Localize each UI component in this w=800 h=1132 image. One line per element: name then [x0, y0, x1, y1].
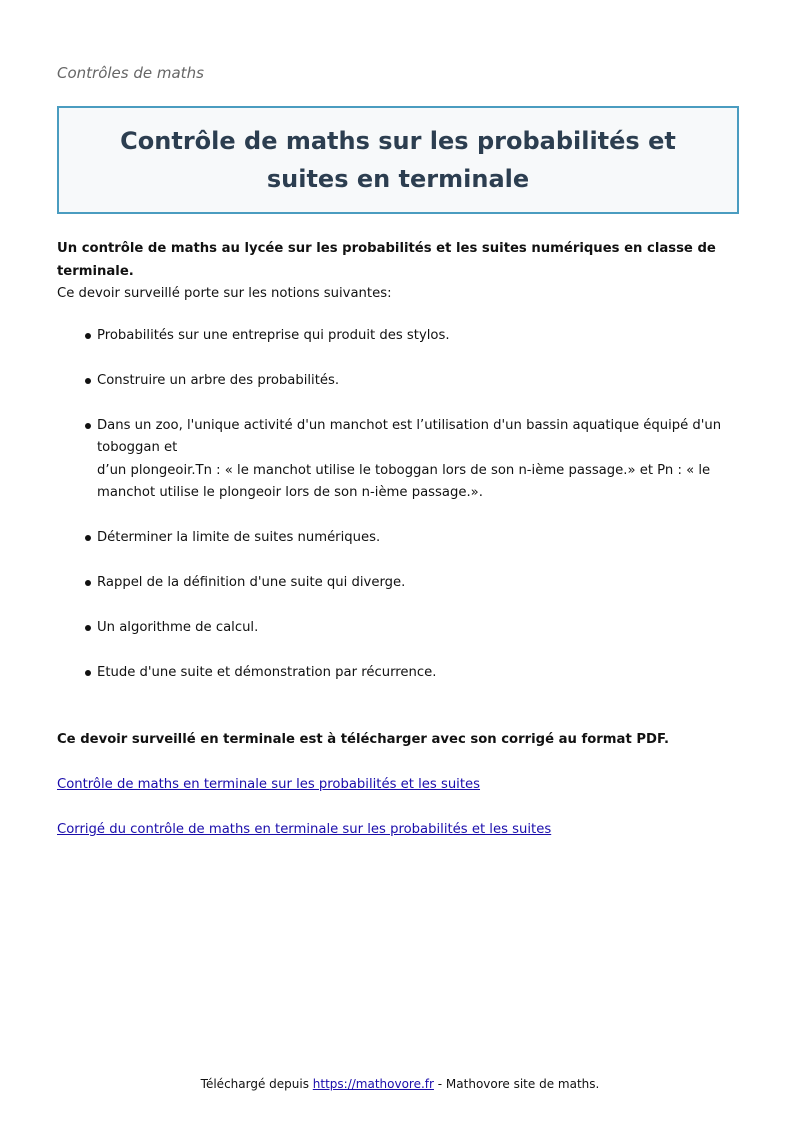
list-item [97, 415, 747, 505]
list-item [97, 527, 747, 550]
list-item-text: Etude d'une suite et démonstration par récurrence. [97, 665, 437, 680]
lead-paragraph: Un contrôle de maths au lycée sur les probabilités et les suites numériques en classe de terminale. [57, 241, 716, 279]
page-title: Contrôle de maths sur les probabilités et suites en terminale [120, 127, 676, 193]
list-item [97, 617, 747, 640]
exam-pdf-link[interactable]: Contrôle de maths en terminale sur les probabilités et les suites [57, 776, 481, 792]
page-footer [0, 1077, 800, 1091]
list-item-text-continued: d’un plongeoir.Tn : « le manchot utilise le toboggan lors de son n-ième passage.» et Pn : « le manchot utilise le plongeoir lors de son n-ième passage.». [97, 462, 711, 500]
topics-list [57, 325, 747, 685]
list-item-text: Déterminer la limite de suites numériques. [97, 530, 381, 545]
list-item-text: Dans un zoo, l'unique activité d'un manchot est l’utilisation d'un bassin aquatique équipé d'un toboggan et [97, 417, 722, 455]
footer-prefix: Téléchargé depuis [200, 1077, 313, 1091]
article-body [57, 238, 747, 841]
title-box [57, 106, 739, 214]
list-item-text: Probabilités sur une entreprise qui produit des stylos. [97, 327, 450, 343]
list-item [97, 325, 747, 348]
list-item [97, 662, 747, 685]
correction-pdf-link[interactable]: Corrigé du contrôle de maths en terminale sur les probabilités et les suites [57, 821, 552, 837]
list-item-text: Un algorithme de calcul. [97, 620, 259, 635]
footer-site-link[interactable]: https://mathovore.fr [312, 1077, 434, 1091]
category-label: Contrôles de maths [57, 64, 204, 82]
list-item [97, 370, 747, 393]
footer-suffix: - Mathovore site de maths. [433, 1077, 600, 1091]
download-note: Ce devoir surveillé en terminale est à télécharger avec son corrigé au format PDF. [57, 731, 670, 747]
intro-text: Ce devoir surveillé porte sur les notions suivantes: [57, 286, 392, 301]
list-item [97, 572, 747, 595]
list-item-text: Rappel de la définition d'une suite qui diverge. [97, 575, 406, 590]
list-item-text: Construire un arbre des probabilités. [97, 372, 340, 388]
